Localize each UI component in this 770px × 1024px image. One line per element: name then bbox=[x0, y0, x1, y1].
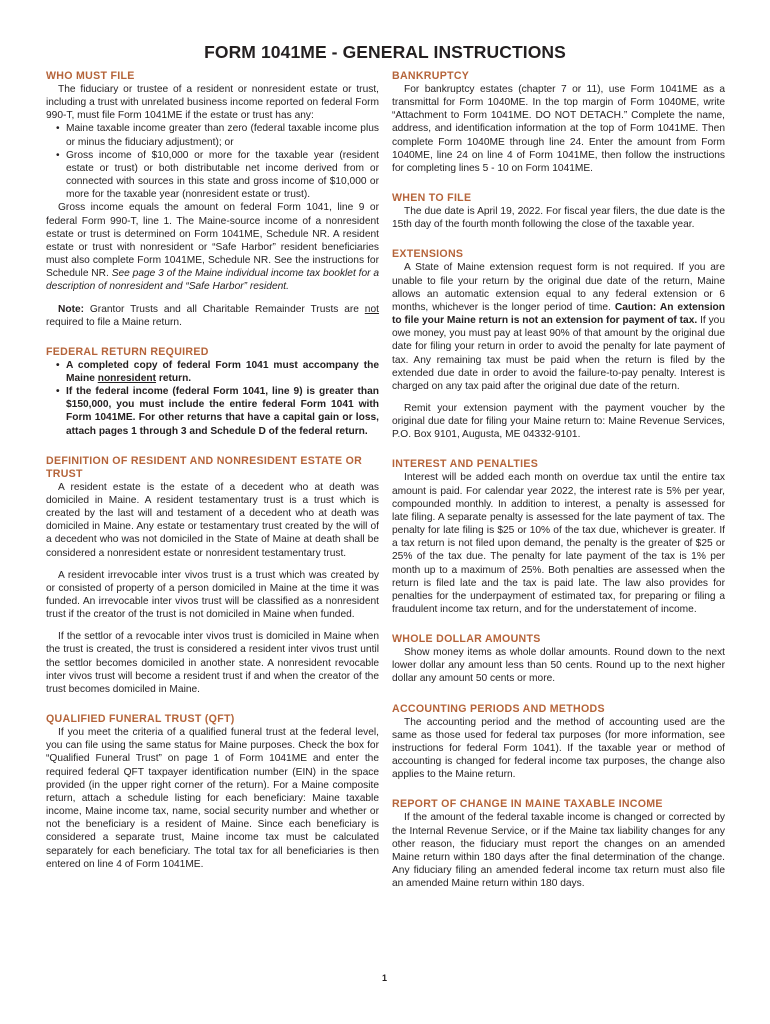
list-item: • Maine taxable income greater than zero (federal taxable income plus or minus the fiduciary adjustment); or bbox=[66, 122, 379, 148]
extensions-paragraph-2: Remit your extension payment with the payment voucher by the original due date for filing your Maine return to: Maine Revenue Services, P.O. Box 9101, Augusta, ME 04332-9101. bbox=[392, 402, 725, 441]
federal-bullet-text: A completed copy of federal Form 1041 must accompany the Maine bbox=[66, 359, 379, 384]
extensions-text-end: If you owe money, you must pay at least 90% of that amount by the original due date for filing your return in order to avoid the penalty for late payment of tax. Any remaining tax must be paid when the return is filed by the extended due date in order to avoid the failure-to-pay penalty. Interest is charged on any tax paid after the original due date of the return. bbox=[392, 315, 725, 392]
accounting-paragraph: The accounting period and the method of accounting used are the same as those used for federal tax purposes (for more information, see instructions for federal Form 1041). If the taxable year or method of accounting is changed for federal income tax purposes, the change also applies to the Maine return. bbox=[392, 716, 725, 781]
list-item: • Gross income of $10,000 or more for the taxable year (resident estate or trust) or both distributable net income derived from or connected with sources in this state and gross income of $10,000 or more for the taxable year (nonresident estate or trust). bbox=[66, 149, 379, 202]
federal-return-list bbox=[46, 359, 379, 438]
page-title: FORM 1041ME - GENERAL INSTRUCTIONS bbox=[204, 42, 566, 62]
definition-paragraph-2: A resident irrevocable inter vivos trust is a trust which was created by or consisted of property of a person domiciled in Maine at the time it was funded. An irrevocable inter vivos trust will be classified as a nonresident trust if the creator of the trust is not domiciled in Maine when funded. bbox=[46, 569, 379, 621]
gross-income-text: Gross income equals the amount on federal Form 1041, line 9 or federal Form 990-T, line 1. The Maine-source income of a nonresident estate or trust is determined on Form 1041ME, Schedule NR. A resident estate or trust with nonresident or “Safe Harbor” resident beneficiaries must also complete Form 1041ME, Schedule NR. See the instructions for Schedule NR. bbox=[46, 202, 379, 280]
note-text: Grantor Trusts and all Charitable Remainder Trusts are bbox=[89, 303, 359, 315]
when-to-file-paragraph: The due date is April 19, 2022. For fiscal year filers, the due date is the 15th day of the fourth month following the close of the taxable year. bbox=[392, 206, 725, 231]
when-to-file-heading: WHEN TO FILE bbox=[392, 192, 472, 205]
note-not: not bbox=[364, 303, 379, 315]
federal-return-heading: FEDERAL RETURN REQUIRED bbox=[46, 345, 209, 358]
qft-paragraph: If you meet the criteria of a qualified funeral trust at the federal level, you can file using the same status for Maine purposes. Check the box for “Qualified Funeral Trust” on page 1 of Form 1041ME and enter the required federal QFT taxpayer identification number (EIN) in the space provided (in the upper right corner of the return). For a Maine composite return, attach a schedule listing for each beneficiary: Maine taxable income, Maine income tax, name, social security number and whether or not the beneficiary is a resident of Maine. Since each beneficiary is considered a separate trust, Maine income tax must be calculated separately for each beneficiary. The total tax for all beneficiaries is then entered on line 4 of Form 1041ME. bbox=[46, 727, 379, 870]
note-text-end: required to file a Maine return. bbox=[46, 316, 182, 328]
federal-bullet-underlined: nonresident bbox=[97, 372, 157, 384]
note-paragraph bbox=[46, 303, 379, 329]
interest-paragraph: Interest will be added each month on overdue tax until the entire tax amount is paid. For calendar year 2022, the interest rate is 5% per year, compounded monthly. In addition to interest, a penalty is assessed for late filing. A separate penalty is assessed for the late payment of tax. The penalty for late filing is $25 or 10% of the tax due, whichever is greater. If a tax return is not filed upon demand, the penalty is the greater of $25 or 25% of the tax due. The penalty for late payment of the tax is 1% per month up to a maximum of 25%. Both penalties are assessed when the return is filed late and the tax is paid late. The law also provides for penalties for the underpayment of estimated tax, for preparing or filing a fraudulent income tax return, and for the understatement of income. bbox=[392, 472, 725, 615]
definition-paragraph-1: A resident estate is the estate of a decedent who at death was domiciled in Maine. A resident testamentary trust is a trust which is created by the last will and testament of a decedent who at death was domiciled in Maine. Any estate or testamentary trust created by the will of a decedent who was not domiciled in the State of Maine at death shall be considered a nonresident estate or nonresident testamentary trust. bbox=[46, 481, 379, 559]
list-item: • If the federal income (federal Form 1041, line 9) is greater than $150,000, you must include the entire federal Form 1041 with Form 1041ME. For other returns that have a capital gain or loss, attach pages 1 through 3 and Schedule D of the federal return. bbox=[66, 385, 379, 438]
who-must-file-heading: WHO MUST FILE bbox=[46, 70, 135, 82]
report-change-heading: REPORT OF CHANGE IN MAINE TAXABLE INCOME bbox=[392, 798, 663, 811]
whole-dollar-paragraph: Show money items as whole dollar amounts. Round down to the next lower dollar any amount less than 50 cents. Round up to the next higher dollar any amount 50 cents or more. bbox=[392, 647, 725, 685]
accounting-heading: ACCOUNTING PERIODS AND METHODS bbox=[392, 702, 605, 715]
page-number: 1 bbox=[382, 973, 388, 983]
extensions-text: A State of Maine extension request form is not required. If you are unable to file your return by the original due date of the return, Maine allows an automatic extension equal to any federal extension or 6 months, whichever is the longer period of time. bbox=[392, 262, 725, 313]
gross-income-italic: See page 3 of the Maine individual income tax booklet for a description of nonresident and “Safe Harbor” resident. bbox=[46, 268, 380, 293]
definition-heading: DEFINITION OF RESIDENT AND NONRESIDENT ESTATE OR TRUST bbox=[46, 454, 363, 480]
note-label: Note: bbox=[58, 303, 85, 315]
federal-bullet-text-end: return. bbox=[158, 372, 192, 384]
qft-heading: QUALIFIED FUNERAL TRUST (QFT) bbox=[46, 713, 235, 726]
who-must-file-intro: The fiduciary or trustee of a resident or nonresident estate or trust, including a trust with unrelated business income reported on federal Form 990-T, must file Form 1041ME if the estate or trust has any: bbox=[46, 84, 379, 122]
right-column bbox=[392, 70, 725, 890]
who-must-file-list bbox=[46, 122, 379, 201]
interest-heading: INTEREST AND PENALTIES bbox=[392, 458, 539, 471]
bankruptcy-heading: BANKRUPTCY bbox=[392, 70, 470, 82]
report-change-paragraph: If the amount of the federal taxable income is changed or corrected by the Internal Revenue Service, or if the Maine tax liability changes for any other reason, the fiduciary must report the changes on an amended Maine return within 180 days after the final determination of the change. Any fiduciary filing an amended federal income tax return must also file an amended Maine return within 180 days. bbox=[392, 812, 725, 890]
extensions-paragraph-1 bbox=[392, 261, 725, 393]
definition-paragraph-3: If the settlor of a revocable inter vivos trust is domiciled in Maine when the trust is created, the trust is considered a resident inter vivos trust until the settlor becomes domiciled in another state. A nonresident revocable inter vivos trust will become a resident trust if and when the creator of the trust becomes domiciled in Maine. bbox=[46, 631, 379, 695]
extensions-caution: Caution: An extension to file your Maine return is not an extension for payment of tax. bbox=[392, 301, 725, 327]
list-item bbox=[66, 359, 379, 385]
left-column bbox=[46, 70, 379, 871]
bankruptcy-paragraph: For bankruptcy estates (chapter 7 or 11), use Form 1041ME as a transmittal for Form 1040ME. In the top margin of Form 1040ME, write “Attachment to Form 1041ME. DO NOT DETACH.” Complete the name, address, and identification information at the top of Form 1041ME. Then complete Form 1040ME through line 24. Enter the amount from Form 1040ME, line 24 on line 4 of Form 1041ME, then follow the instructions for completing lines 5 - 10 on Form 1041ME. bbox=[392, 84, 725, 174]
whole-dollar-heading: WHOLE DOLLAR AMOUNTS bbox=[392, 633, 541, 646]
gross-income-paragraph bbox=[46, 201, 379, 293]
extensions-heading: EXTENSIONS bbox=[392, 248, 464, 261]
